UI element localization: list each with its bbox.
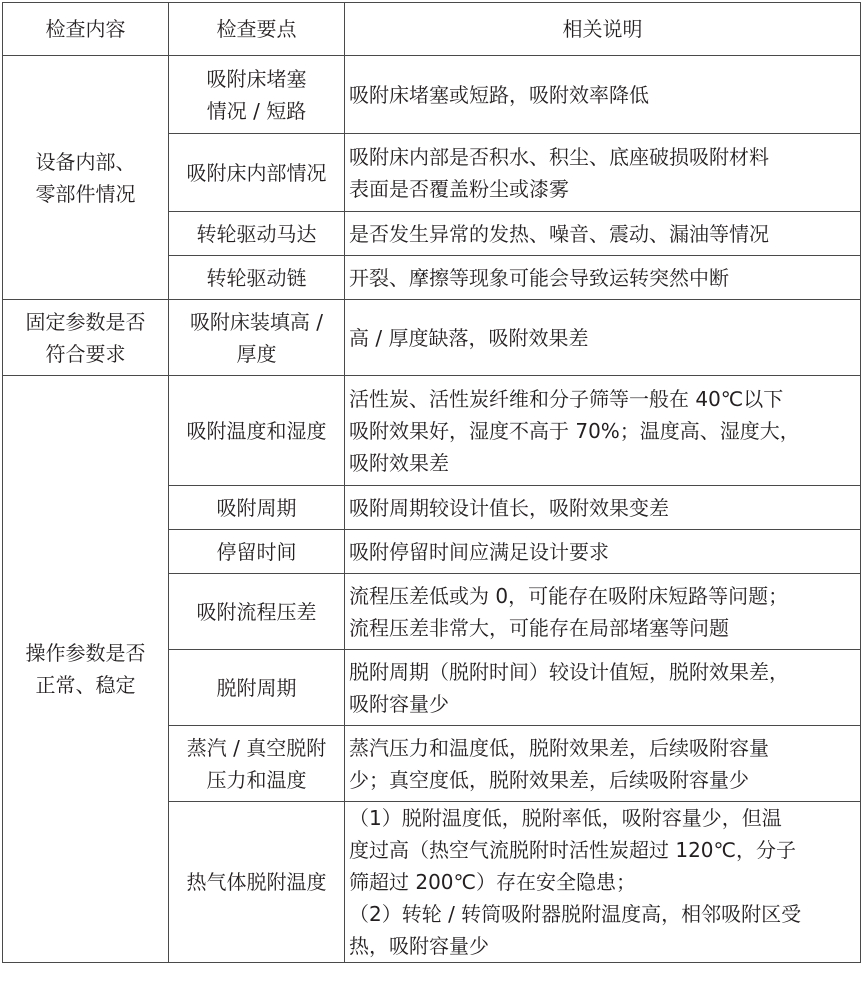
header-content: 检查内容 <box>3 3 169 56</box>
check-content-cell <box>3 56 169 300</box>
table-row <box>3 300 861 376</box>
check-point-cell <box>169 530 345 574</box>
check-content-cell <box>3 376 169 963</box>
description-line: 脱附周期（脱附时间）较设计值短，脱附效果差， <box>349 659 789 684</box>
description-line: 吸附停留时间应满足设计要求 <box>349 539 609 564</box>
description-line: （1）脱附温度低，脱附率低，吸附容量少，但温 <box>349 806 782 830</box>
description-line: 度过高（热空气流脱附时活性炭超过 120℃，分子 <box>349 838 796 862</box>
check-content-cell <box>3 300 169 376</box>
check-point-cell <box>169 56 345 134</box>
table-body <box>3 56 861 963</box>
check-point-line: 转轮驱动链 <box>206 265 307 290</box>
description-cell <box>345 134 861 212</box>
check-point-cell <box>169 486 345 530</box>
description-line: 筛超过 200℃）存在安全隐患； <box>349 870 636 894</box>
description-line: （2）转轮 / 转筒吸附器脱附温度高，相邻吸附区受 <box>349 902 802 926</box>
description-line: 活性炭、活性炭纤维和分子筛等一般在 40℃以下 <box>349 386 784 411</box>
inspection-table <box>2 2 861 963</box>
check-content-line: 零部件情况 <box>35 181 136 206</box>
check-point-line: 吸附周期 <box>216 495 297 520</box>
check-point-cell <box>169 802 345 963</box>
description-cell <box>345 726 861 802</box>
description-line: 热，吸附容量少 <box>349 934 489 958</box>
description-line: 吸附效果差 <box>349 450 449 475</box>
header-desc: 相关说明 <box>345 3 861 56</box>
check-content-line: 设备内部、 <box>35 149 136 174</box>
table-row <box>3 376 861 486</box>
description-line: 吸附容量少 <box>349 691 449 716</box>
check-point-line: 吸附流程压差 <box>196 599 317 624</box>
check-point-line: 脱附周期 <box>216 675 297 700</box>
description-line: 吸附效果好，湿度不高于 70%；温度高、湿度大， <box>349 418 800 443</box>
check-point-line: 吸附床内部情况 <box>186 160 327 185</box>
header-row <box>3 3 861 56</box>
description-line: 吸附床内部是否积水、积尘、底座破损吸附材料 <box>349 144 769 169</box>
description-cell <box>345 56 861 134</box>
description-cell <box>345 802 861 963</box>
check-point-line: 吸附温度和湿度 <box>186 418 327 443</box>
check-point-line: 停留时间 <box>216 539 297 564</box>
description-line: 表面是否覆盖粉尘或漆雾 <box>349 176 569 201</box>
description-cell <box>345 574 861 650</box>
check-point-line: 压力和温度 <box>206 767 307 792</box>
check-content-line: 正常、稳定 <box>35 673 136 697</box>
check-content-line: 固定参数是否 <box>25 309 146 334</box>
description-line: 吸附床堵塞或短路，吸附效率降低 <box>349 82 649 107</box>
check-point-cell <box>169 300 345 376</box>
check-content-line: 符合要求 <box>45 341 126 366</box>
check-point-line: 情况 / 短路 <box>206 98 307 123</box>
description-line: 是否发生异常的发热、噪音、震动、漏油等情况 <box>349 221 769 246</box>
check-point-line: 厚度 <box>236 341 277 366</box>
check-point-cell <box>169 134 345 212</box>
check-point-line: 吸附床装填高 / <box>189 309 324 334</box>
check-point-cell <box>169 256 345 300</box>
check-point-cell <box>169 574 345 650</box>
check-point-line: 吸附床堵塞 <box>206 66 307 91</box>
check-point-cell <box>169 376 345 486</box>
table-row <box>3 56 861 134</box>
check-content-line: 操作参数是否 <box>25 641 146 665</box>
header-point: 检查要点 <box>169 3 345 56</box>
description-cell <box>345 212 861 256</box>
check-point-cell <box>169 650 345 726</box>
description-line: 吸附周期较设计值长，吸附效果变差 <box>349 495 669 520</box>
description-line: 开裂、摩擦等现象可能会导致运转突然中断 <box>349 265 729 290</box>
description-cell <box>345 300 861 376</box>
description-line: 蒸汽压力和温度低，脱附效果差，后续吸附容量 <box>349 735 769 760</box>
check-point-line: 蒸汽 / 真空脱附 <box>186 735 327 760</box>
description-cell <box>345 530 861 574</box>
description-line: 流程压差非常大，可能存在局部堵塞等问题 <box>349 615 729 640</box>
description-line: 流程压差低或为 0，可能存在吸附床短路等问题； <box>349 583 789 608</box>
description-cell <box>345 650 861 726</box>
description-cell <box>345 376 861 486</box>
check-point-cell <box>169 212 345 256</box>
description-cell <box>345 486 861 530</box>
description-line: 少；真空度低，脱附效果差，后续吸附容量少 <box>349 767 749 792</box>
check-point-line: 热气体脱附温度 <box>186 870 327 894</box>
check-point-cell <box>169 726 345 802</box>
description-line: 高 / 厚度缺落，吸附效果差 <box>349 325 589 350</box>
check-point-line: 转轮驱动马达 <box>196 221 317 246</box>
description-cell <box>345 256 861 300</box>
